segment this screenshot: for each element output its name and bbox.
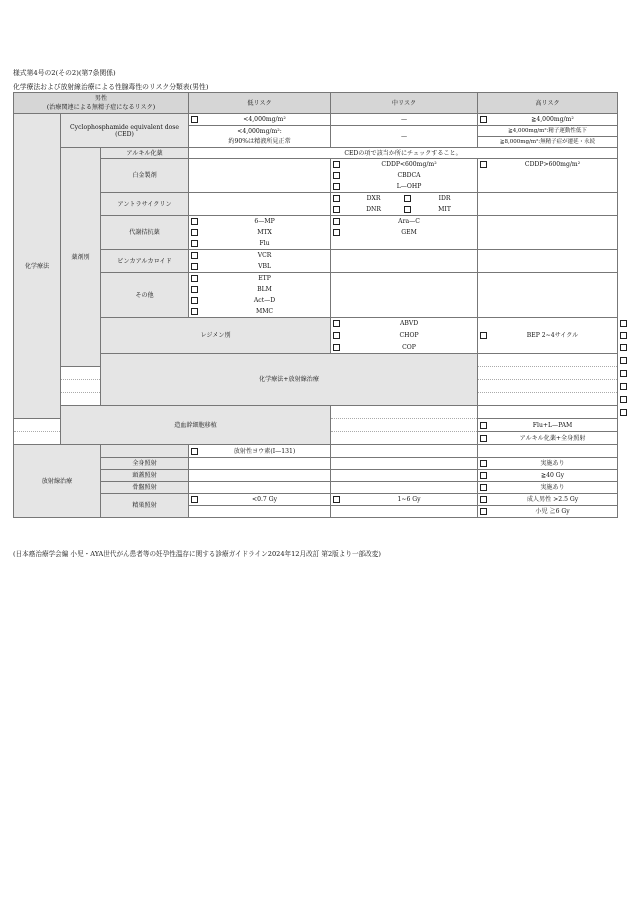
checkbox-icon[interactable]: [480, 422, 487, 429]
rt-pelvic-high[interactable]: 実施あり: [478, 482, 618, 494]
checkbox-icon[interactable]: [191, 308, 198, 315]
form-number: 様式第4号の2(その2)(第7条関係): [13, 69, 116, 77]
platinum-mid-cbdca[interactable]: CBDCA: [331, 170, 478, 181]
checkbox-icon[interactable]: [191, 275, 198, 282]
hsct-high-2[interactable]: Flu+L—PAM: [478, 419, 618, 432]
checkbox-icon[interactable]: [333, 344, 340, 351]
source-footnote: (日本癌治療学会編 小児・AYA世代がん患者等の妊孕性温存に関する診療ガイドライン2024年12月改訂 第2版より一部改変): [13, 550, 381, 558]
chemo-rt-mid-3: [478, 380, 618, 393]
other-low-mmc[interactable]: MMC: [189, 306, 331, 318]
hsct-high-3[interactable]: アルキル化薬+全身照射: [478, 432, 618, 445]
regimen-low-cop[interactable]: COP: [331, 342, 478, 354]
regimen-low-abvd[interactable]: ABVD: [331, 318, 478, 330]
rt-tbi-high[interactable]: 実施あり: [478, 458, 618, 470]
ced-low-note-2: 約90%は精液所見正常: [189, 137, 331, 148]
ced-mid-note: —: [331, 126, 478, 148]
chemo-rt-low-2: [61, 367, 101, 380]
ced-mid: —: [331, 114, 478, 126]
checkbox-icon[interactable]: [620, 332, 627, 339]
rt-testis-low-2: [189, 506, 331, 518]
rt-testis-mid-2: [331, 506, 478, 518]
checkbox-icon[interactable]: [620, 370, 627, 377]
other-low-blm[interactable]: BLM: [189, 284, 331, 295]
chemo-rt-low: [478, 354, 618, 367]
checkbox-icon[interactable]: [333, 496, 340, 503]
chemo-rt-low-3: [61, 380, 101, 393]
platinum-high[interactable]: CDDP>600mg/m²: [478, 159, 618, 193]
document-title: 化学療法および放射線治療による性腺毒性のリスク分類表(男性): [13, 83, 209, 91]
regimen-mid[interactable]: BEP 2~4サイクル: [478, 318, 618, 354]
ced-high-note-2: ≧8,000mg/m²:無精子症が遷延・永続: [478, 137, 618, 148]
checkbox-icon[interactable]: [620, 383, 627, 390]
rt-cranial-high[interactable]: ≧40 Gy: [478, 470, 618, 482]
regimen-label: レジメン別: [101, 318, 331, 354]
ced-label: Cyclophosphamide equivalent dose (CED): [61, 114, 189, 148]
vinca-low-vcr[interactable]: VCR: [189, 250, 331, 262]
rt-pelvic-label: 骨盤照射: [101, 482, 189, 494]
checkbox-icon[interactable]: [480, 472, 487, 479]
checkbox-icon[interactable]: [333, 332, 340, 339]
ced-high-check[interactable]: ≧4,000mg/m²: [478, 114, 618, 126]
header-sex: 男性 (治療関連による無精子症になるリスク): [14, 93, 189, 114]
checkbox-icon[interactable]: [191, 297, 198, 304]
checkbox-icon[interactable]: [333, 229, 340, 236]
header-low: 低リスク: [189, 93, 331, 114]
anthra-low: [189, 193, 331, 216]
ced-low-check[interactable]: <4,000mg/m²: [189, 114, 331, 126]
rt-tbi-low: [189, 458, 331, 470]
vinca-mid: [331, 250, 478, 273]
checkbox-icon[interactable]: [620, 320, 627, 327]
alkyl-note: CEDの項で該当か所にチェックすること。: [189, 148, 618, 159]
antimetab-high: [478, 216, 618, 250]
checkbox-icon[interactable]: [620, 396, 627, 403]
rt-label: 放射線治療: [14, 445, 101, 518]
platinum-mid-cddp[interactable]: CDDP<600mg/m²: [331, 159, 478, 171]
rt-testis-low[interactable]: <0.7 Gy: [189, 494, 331, 506]
ced-high-note-1: ≧4,000mg/m²:精子運動性低下: [478, 126, 618, 137]
vinca-low-vbl[interactable]: VBL: [189, 261, 331, 273]
checkbox-icon[interactable]: [480, 435, 487, 442]
rt-tbi-mid: [331, 458, 478, 470]
antimetab-mid-gem[interactable]: GEM: [331, 227, 478, 238]
chemo-label: 化学療法: [14, 114, 61, 419]
checkbox-icon[interactable]: [191, 116, 198, 123]
hsct-low-1: [331, 406, 478, 419]
checkbox-icon[interactable]: [404, 206, 411, 213]
checkbox-icon[interactable]: [480, 496, 487, 503]
regimen-low-chop[interactable]: CHOP: [331, 330, 478, 342]
checkbox-icon[interactable]: [620, 357, 627, 364]
checkbox-icon[interactable]: [191, 448, 198, 455]
chemo-rt-low-4: [61, 393, 101, 406]
rt-iodine[interactable]: 放射性ヨウ素(I—131): [189, 445, 331, 458]
rt-tbi-label: 全身照射: [101, 458, 189, 470]
risk-table: [13, 92, 618, 518]
header-high: 高リスク: [478, 93, 618, 114]
hsct-label: 造血幹細胞移植: [61, 406, 331, 445]
antimetab-low-6mp[interactable]: 6—MP: [189, 216, 331, 228]
antimetab-mid-arac[interactable]: Ara—C: [331, 216, 478, 228]
chemo-rt-label: 化学療法+放射線治療: [101, 354, 478, 406]
rt-iodine-mid: [331, 445, 478, 458]
rt-testis-high-child[interactable]: 小児 ≧6 Gy: [478, 506, 618, 518]
checkbox-icon[interactable]: [333, 320, 340, 327]
rt-cranial-label: 頭蓋照射: [101, 470, 189, 482]
hsct-mid-1: [478, 406, 618, 419]
platinum-label: 白金製剤: [101, 159, 189, 193]
checkbox-icon[interactable]: [620, 409, 627, 416]
rt-blank-label: [101, 445, 189, 458]
checkbox-icon[interactable]: [333, 161, 340, 168]
hsct-mid-3: [331, 432, 478, 445]
checkbox-icon[interactable]: [480, 484, 487, 491]
rt-pelvic-low: [189, 482, 331, 494]
antimetab-low-mtx[interactable]: MTX: [189, 227, 331, 238]
other-label: その他: [101, 273, 189, 318]
rt-pelvic-mid: [331, 482, 478, 494]
checkbox-icon[interactable]: [333, 206, 340, 213]
other-low-actd[interactable]: Act—D: [189, 295, 331, 306]
platinum-mid-lohp[interactable]: L—OHP: [331, 181, 478, 193]
other-high: [478, 273, 618, 318]
chemo-rt-mid-2: [478, 367, 618, 380]
checkbox-icon[interactable]: [333, 195, 340, 202]
checkbox-icon[interactable]: [333, 183, 340, 190]
checkbox-icon[interactable]: [191, 240, 198, 247]
alkyl-label: アルキル化薬: [101, 148, 189, 159]
rt-iodine-high: [478, 445, 618, 458]
checkbox-icon[interactable]: [404, 195, 411, 202]
checkbox-icon[interactable]: [191, 496, 198, 503]
header-mid: 中リスク: [331, 93, 478, 114]
other-low-etp[interactable]: ETP: [189, 273, 331, 285]
checkbox-icon[interactable]: [333, 172, 340, 179]
platinum-low: [189, 159, 331, 193]
anthra-mid-row-1: DXR IDR: [331, 193, 478, 205]
checkbox-icon[interactable]: [333, 218, 340, 225]
checkbox-icon[interactable]: [480, 508, 487, 515]
checkbox-icon[interactable]: [191, 252, 198, 259]
rt-testis-high-adult[interactable]: 成人男性 >2.5 Gy: [478, 494, 618, 506]
checkbox-icon[interactable]: [480, 332, 487, 339]
checkbox-icon[interactable]: [191, 229, 198, 236]
anthra-mid-row-2: DNR MIT: [331, 204, 478, 216]
vinca-label: ビンカアルカロイド: [101, 250, 189, 273]
checkbox-icon[interactable]: [620, 344, 627, 351]
antimetab-low-flu[interactable]: Flu: [189, 238, 331, 250]
checkbox-icon[interactable]: [191, 218, 198, 225]
drug-group-label: 薬剤別: [61, 148, 101, 367]
anthra-label: アントラサイクリン: [101, 193, 189, 216]
chemo-rt-mid-4: [478, 393, 618, 406]
hsct-low-3: [14, 432, 61, 445]
checkbox-icon[interactable]: [480, 116, 487, 123]
rt-cranial-mid: [331, 470, 478, 482]
other-mid: [331, 273, 478, 318]
checkbox-icon[interactable]: [191, 263, 198, 270]
rt-cranial-low: [189, 470, 331, 482]
hsct-mid-2: [331, 419, 478, 432]
ced-low-note-1: <4,000mg/m²:: [189, 126, 331, 137]
antimetab-mid-empty: [331, 238, 478, 250]
rt-testis-label: 精巣照射: [101, 494, 189, 518]
vinca-high: [478, 250, 618, 273]
checkbox-icon[interactable]: [480, 460, 487, 467]
checkbox-icon[interactable]: [480, 161, 487, 168]
hsct-low-2: [14, 419, 61, 432]
anthra-high: [478, 193, 618, 216]
antimetab-label: 代謝拮抗薬: [101, 216, 189, 250]
checkbox-icon[interactable]: [191, 286, 198, 293]
rt-testis-mid[interactable]: 1~6 Gy: [331, 494, 478, 506]
